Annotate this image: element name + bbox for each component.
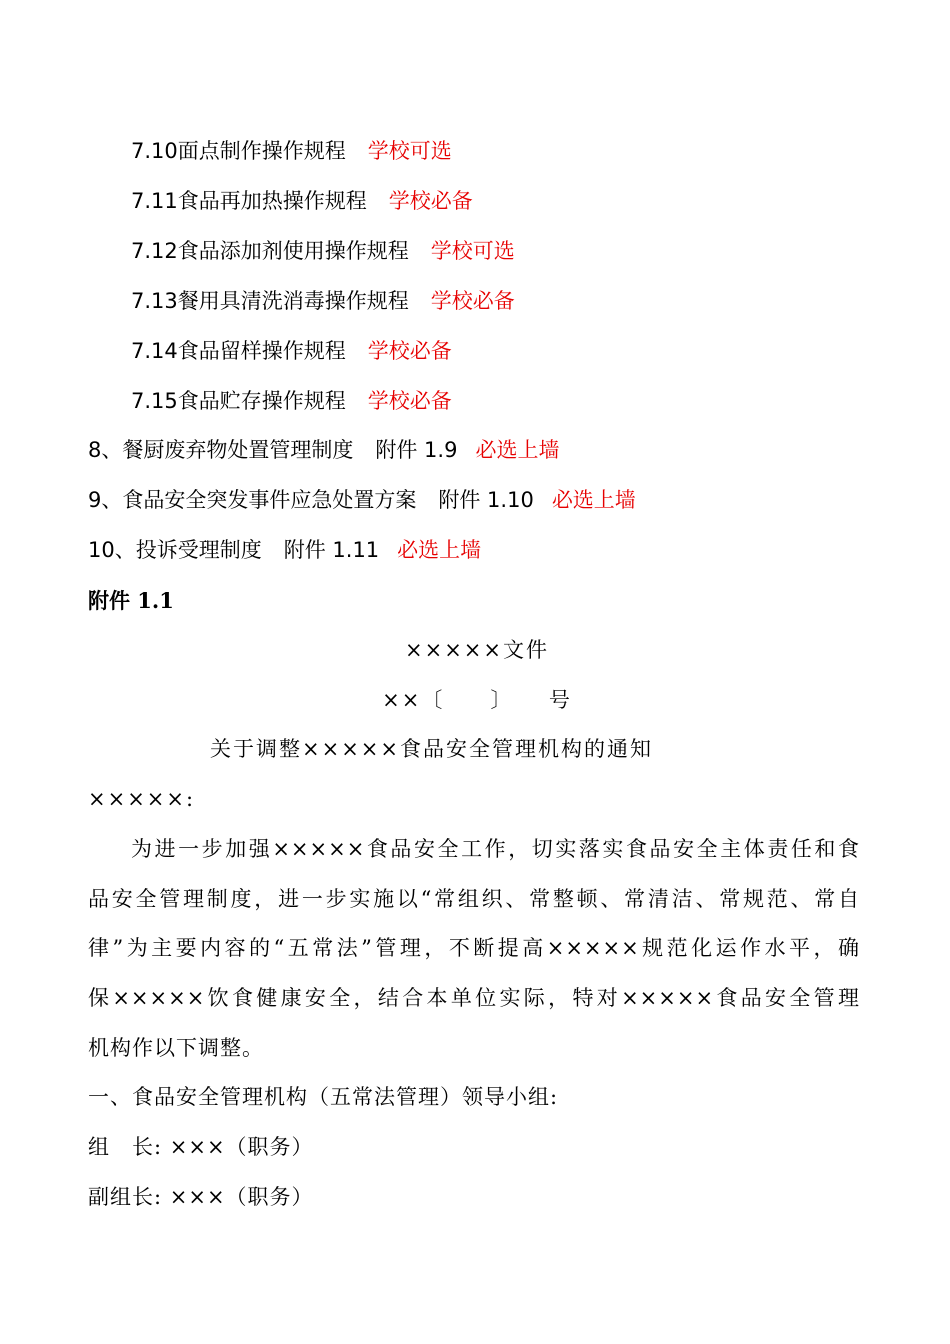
list-item (131, 136, 452, 166)
item-text: 投诉受理制度 (135, 538, 262, 562)
item-note: 学校必备 (388, 189, 473, 213)
item-note: 必选上墙 (475, 438, 560, 462)
list-item (131, 236, 515, 266)
item-number: 7.11 (131, 189, 178, 213)
list-item (88, 485, 636, 515)
item-text: 餐厨废弃物处置管理制度 (122, 438, 354, 462)
item-note: 必选上墙 (551, 488, 636, 512)
paragraph-line: 机构作以下调整。 (88, 1036, 264, 1060)
paragraph-line: 律”为主要内容的“五常法”管理，不断提高×××××规范化运作水平，确 (88, 936, 860, 960)
item-note: 学校必备 (367, 339, 452, 363)
item-text: 食品安全突发事件应急处置方案 (122, 488, 417, 512)
paragraph-line: 品安全管理制度，进一步实施以“常组织、常整顿、常清洁、常规范、常自 (88, 887, 860, 911)
item-note: 学校必备 (430, 289, 515, 313)
document-title: 关于调整×××××食品安全管理机构的通知 (210, 737, 653, 761)
item-text: 食品添加剂使用操作规程 (177, 239, 409, 263)
item-number: 7.12 (131, 239, 178, 263)
item-attachment: 附件 1.10 (438, 488, 534, 512)
paragraph-line: 保×××××饮食健康安全，结合本单位实际，特对×××××食品安全管理 (88, 986, 860, 1010)
list-item (88, 435, 559, 465)
list-item (131, 186, 473, 216)
item-text: 食品再加热操作规程 (177, 189, 367, 213)
item-number: 7.13 (131, 289, 178, 313)
item-attachment: 附件 1.11 (283, 538, 380, 562)
item-number: 7.14 (131, 339, 178, 363)
list-item (131, 286, 515, 316)
item-text: 食品留样操作规程 (177, 339, 346, 363)
deputy-leader-line: 副组长: ×××（职务） (88, 1185, 314, 1209)
item-text: 食品贮存操作规程 (177, 389, 346, 413)
item-number: 8、 (88, 438, 123, 462)
item-note: 必选上墙 (397, 538, 482, 562)
salutation: ×××××: (88, 787, 196, 811)
item-text: 面点制作操作规程 (177, 139, 346, 163)
item-note: 学校可选 (367, 139, 452, 163)
item-number: 7.10 (131, 139, 178, 163)
document-header: ×××××文件 (405, 638, 549, 662)
item-number: 10、 (88, 538, 136, 562)
leader-line: 组 长: ×××（职务） (88, 1135, 314, 1159)
item-text: 餐用具清洗消毒操作规程 (177, 289, 409, 313)
list-item (88, 535, 481, 565)
section-heading: 一、食品安全管理机构（五常法管理）领导小组: (88, 1085, 559, 1109)
item-number: 7.15 (131, 389, 178, 413)
item-note: 学校可选 (430, 239, 515, 263)
paragraph-line: 为进一步加强×××××食品安全工作，切实落实食品安全主体责任和食 (131, 837, 860, 861)
list-item (131, 336, 452, 366)
item-attachment: 附件 1.9 (375, 438, 458, 462)
document-number: ××〔 〕 号 (382, 688, 572, 712)
attachment-heading: 附件 1.1 (88, 588, 174, 613)
item-note: 学校必备 (367, 389, 452, 413)
list-item (131, 386, 452, 416)
item-number: 9、 (88, 488, 123, 512)
